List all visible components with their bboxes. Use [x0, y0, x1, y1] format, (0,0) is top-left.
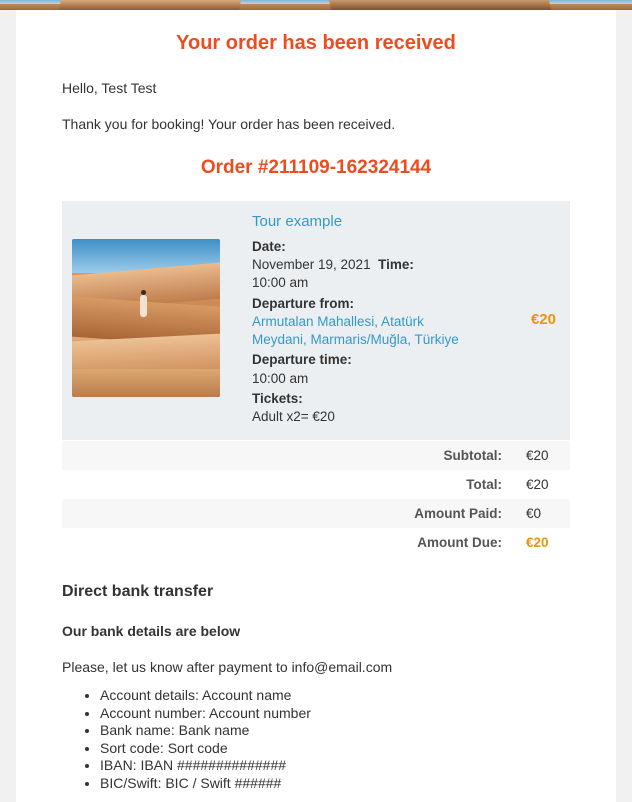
departure-time-value: 10:00 am	[252, 370, 309, 386]
departure-from-value[interactable]: Armutalan Mahallesi, Atatürk Meydani, Marmaris/Muğla, Türkiye	[252, 313, 459, 348]
subtotal-label: Subtotal:	[62, 441, 516, 470]
tickets-label: Tickets:	[252, 390, 303, 406]
banner-rock-left	[59, 0, 241, 10]
tickets-row	[252, 390, 466, 426]
departure-time-label: Departure time:	[252, 352, 352, 368]
product-image-person	[140, 295, 147, 317]
date-value: November 19, 2021	[252, 257, 371, 273]
page-title: Your order has been received	[176, 32, 456, 54]
greeting-text: Hello, Test Test	[62, 80, 157, 96]
product-name-link[interactable]: Tour example	[252, 213, 343, 230]
amount-paid-value: €0	[516, 499, 570, 528]
time-label: Time:	[378, 257, 414, 273]
payment-method-heading: Direct bank transfer	[62, 583, 214, 601]
thank-you-text: Thank you for booking! Your order has been received.	[62, 116, 396, 132]
product-details-cell	[242, 201, 476, 440]
table-row	[62, 528, 570, 557]
list-item: • BIC/Swift: BIC / Swift ######	[100, 775, 570, 792]
product-image	[72, 239, 220, 397]
amount-due-value: €20	[516, 528, 570, 557]
total-label: Total:	[62, 470, 516, 499]
header-banner-image	[0, 0, 632, 10]
time-value: 10:00 am	[252, 275, 309, 291]
order-totals-table	[62, 441, 570, 557]
bank-details-subheading: Our bank details are below	[62, 623, 241, 640]
bank-details-list	[62, 687, 570, 791]
list-item: • Account details: Account name	[100, 687, 570, 704]
tickets-value: Adult x2= €20	[252, 408, 335, 424]
table-row	[62, 201, 570, 440]
table-row	[62, 470, 570, 499]
banner-rock-right	[329, 0, 551, 10]
table-row	[62, 441, 570, 470]
product-meta	[252, 238, 466, 426]
list-item: • IBAN: IBAN ##############	[100, 757, 570, 774]
order-number: Order #211109-162324144	[200, 157, 432, 178]
list-item: • Bank name: Bank name	[100, 722, 570, 739]
departure-from-label: Departure from:	[252, 295, 355, 311]
table-row	[62, 499, 570, 528]
date-row	[252, 238, 466, 293]
email-body	[16, 10, 616, 802]
product-image-band-4	[72, 369, 220, 397]
product-thumbnail-cell	[62, 201, 242, 440]
order-items-table	[62, 201, 570, 440]
list-item: • Sort code: Sort code	[100, 740, 570, 757]
item-price: €20	[476, 201, 570, 440]
list-item: • Account number: Account number	[100, 705, 570, 722]
total-value: €20	[516, 470, 570, 499]
payment-note: Please, let us know after payment to info@email.com	[62, 659, 393, 676]
subtotal-value: €20	[516, 441, 570, 470]
departure-from-row	[252, 295, 466, 350]
email-content	[16, 30, 616, 791]
amount-due-label: Amount Due:	[62, 528, 516, 557]
date-label: Date:	[252, 239, 286, 254]
departure-time-row	[252, 351, 466, 387]
amount-paid-label: Amount Paid:	[62, 499, 516, 528]
